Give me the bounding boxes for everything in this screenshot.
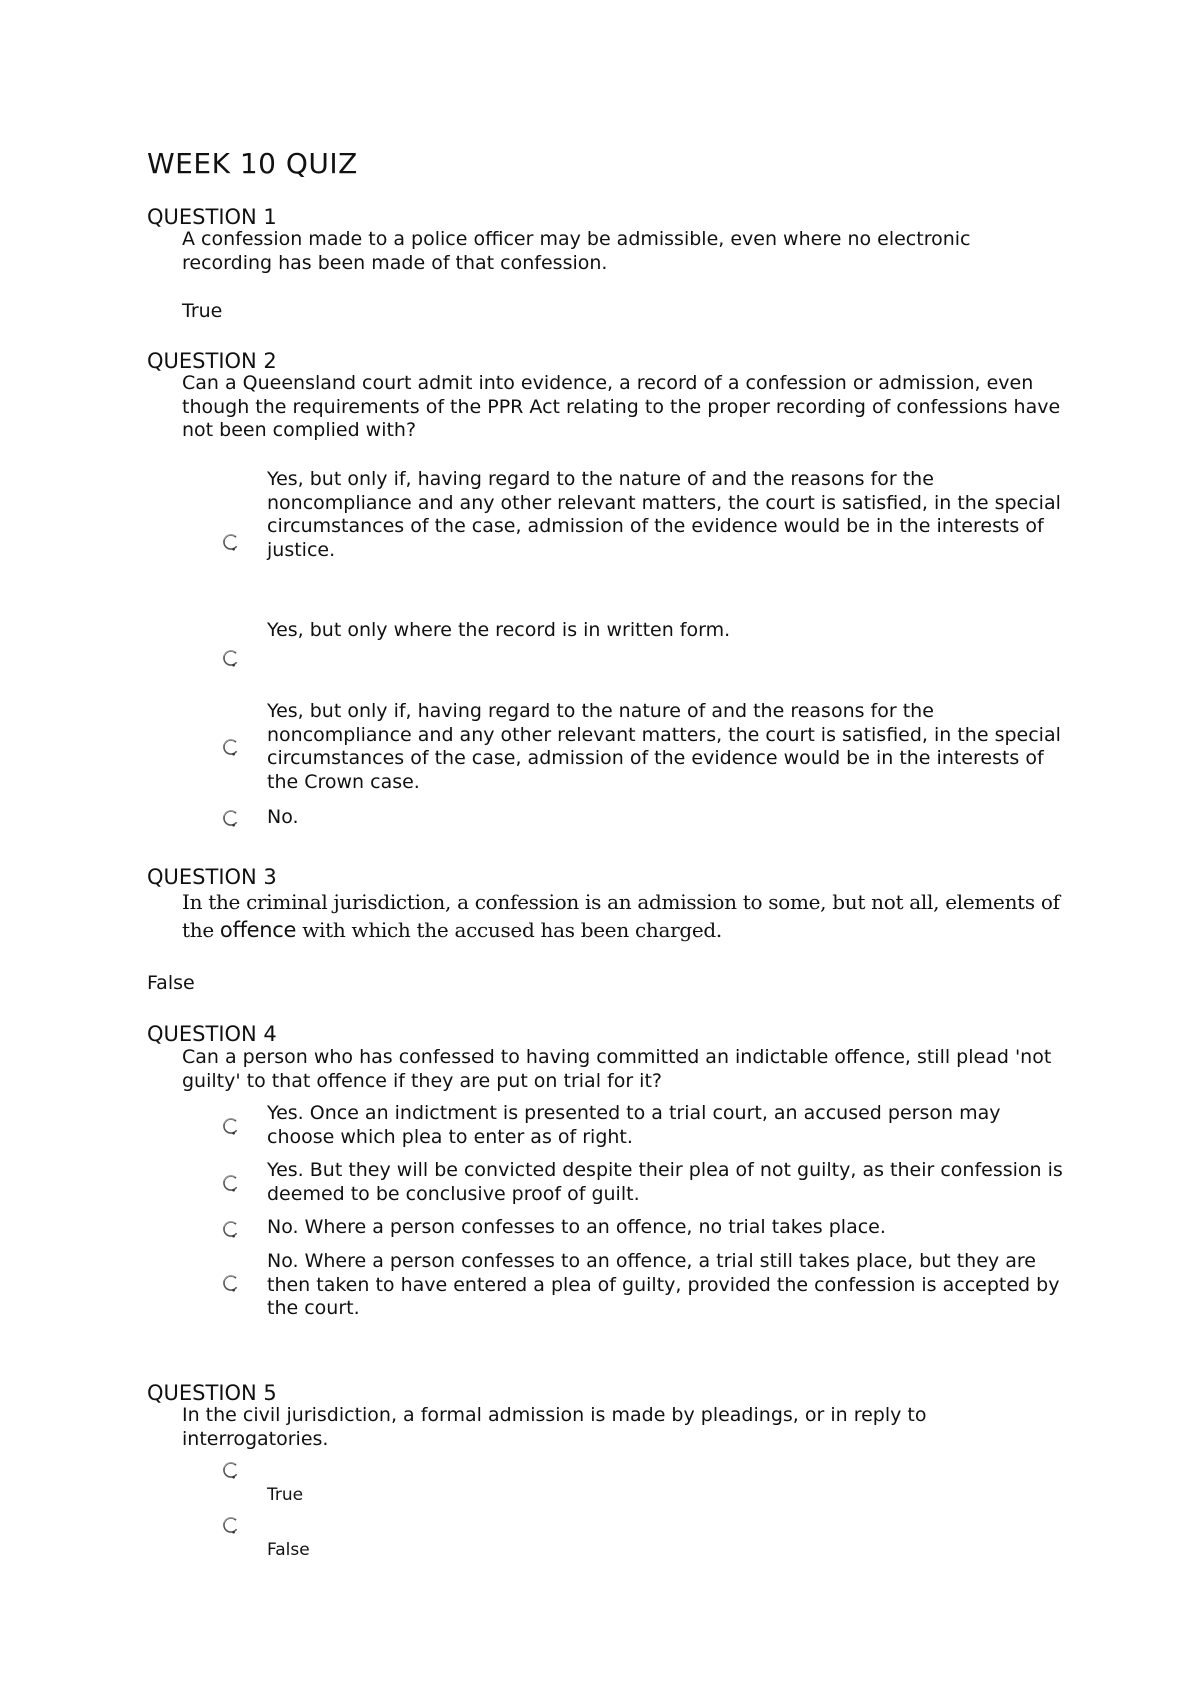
radio-button-icon[interactable] — [221, 808, 241, 828]
option-label[interactable]: True — [267, 1485, 304, 1505]
question-2-heading: QUESTION 2 — [147, 349, 277, 373]
radio-button-icon[interactable] — [221, 532, 241, 552]
option-label[interactable]: False — [267, 1540, 310, 1560]
question-3-heading: QUESTION 3 — [147, 865, 277, 889]
option-label[interactable]: No. Where a person confesses to an offence, no trial takes place. — [267, 1216, 886, 1238]
question-4-heading: QUESTION 4 — [147, 1022, 277, 1046]
radio-button-icon[interactable] — [221, 1219, 241, 1239]
option-label[interactable]: Yes, but only if, having regard to the nature of and the reasons for the noncompliance and any other relevant matters, the court is satisfied, in the special circumstances of the case, admission of the evidence would be in the interests of justice. — [267, 468, 1061, 561]
option-label[interactable]: No. — [267, 806, 299, 828]
radio-button-icon[interactable] — [221, 1116, 241, 1136]
question-3-text-after: with which the accused has been charged. — [302, 918, 722, 942]
question-3-answer: False — [147, 972, 195, 994]
option-label[interactable]: Yes. Once an indictment is presented to a trial court, an accused person may choose which plea to enter as of right. — [267, 1102, 1001, 1148]
option-label[interactable]: No. Where a person confesses to an offence, a trial still takes place, but they are then taken to have entered a plea of guilty, provided the confession is accepted by the court. — [267, 1250, 1060, 1319]
question-3-text-before: In the criminal jurisdiction, a confession is an admission to some, but not all, elements of the — [182, 890, 1060, 942]
radio-button-icon[interactable] — [221, 1273, 241, 1293]
question-4-text: Can a person who has confessed to having committed an indictable offence, still plead 'not guilty' to that offence if they are put on trial for it? — [182, 1046, 1052, 1092]
question-3-text — [182, 888, 1062, 944]
radio-button-icon[interactable] — [221, 648, 241, 668]
question-1-heading: QUESTION 1 — [147, 205, 277, 229]
radio-button-icon[interactable] — [221, 737, 241, 757]
question-5-text: In the civil jurisdiction, a formal admission is made by pleadings, or in reply to interrogatories. — [182, 1404, 927, 1450]
option-label[interactable]: Yes. But they will be convicted despite their plea of not guilty, as their confession is deemed to be conclusive proof of guilt. — [267, 1159, 1063, 1205]
question-1-text: A confession made to a police officer may be admissible, even where no electronic recording has been made of that confession. — [182, 228, 971, 274]
page-title: WEEK 10 QUIZ — [147, 147, 358, 180]
question-1-answer: True — [182, 300, 223, 322]
question-5-heading: QUESTION 5 — [147, 1381, 277, 1405]
question-3-emphasis: offence — [219, 918, 297, 942]
option-label[interactable]: Yes, but only if, having regard to the nature of and the reasons for the noncompliance and any other relevant matters, the court is satisfied, in the special circumstances of the case, admission of the evidence would be in the interests of the Crown case. — [267, 700, 1061, 793]
radio-button-icon[interactable] — [221, 1460, 241, 1480]
radio-button-icon[interactable] — [221, 1173, 241, 1193]
question-2-text: Can a Queensland court admit into evidence, a record of a confession or admission, even though the requirements of the PPR Act relating to the proper recording of confessions have not been complied with? — [182, 372, 1061, 441]
radio-button-icon[interactable] — [221, 1515, 241, 1535]
option-label[interactable]: Yes, but only where the record is in written form. — [267, 619, 731, 641]
